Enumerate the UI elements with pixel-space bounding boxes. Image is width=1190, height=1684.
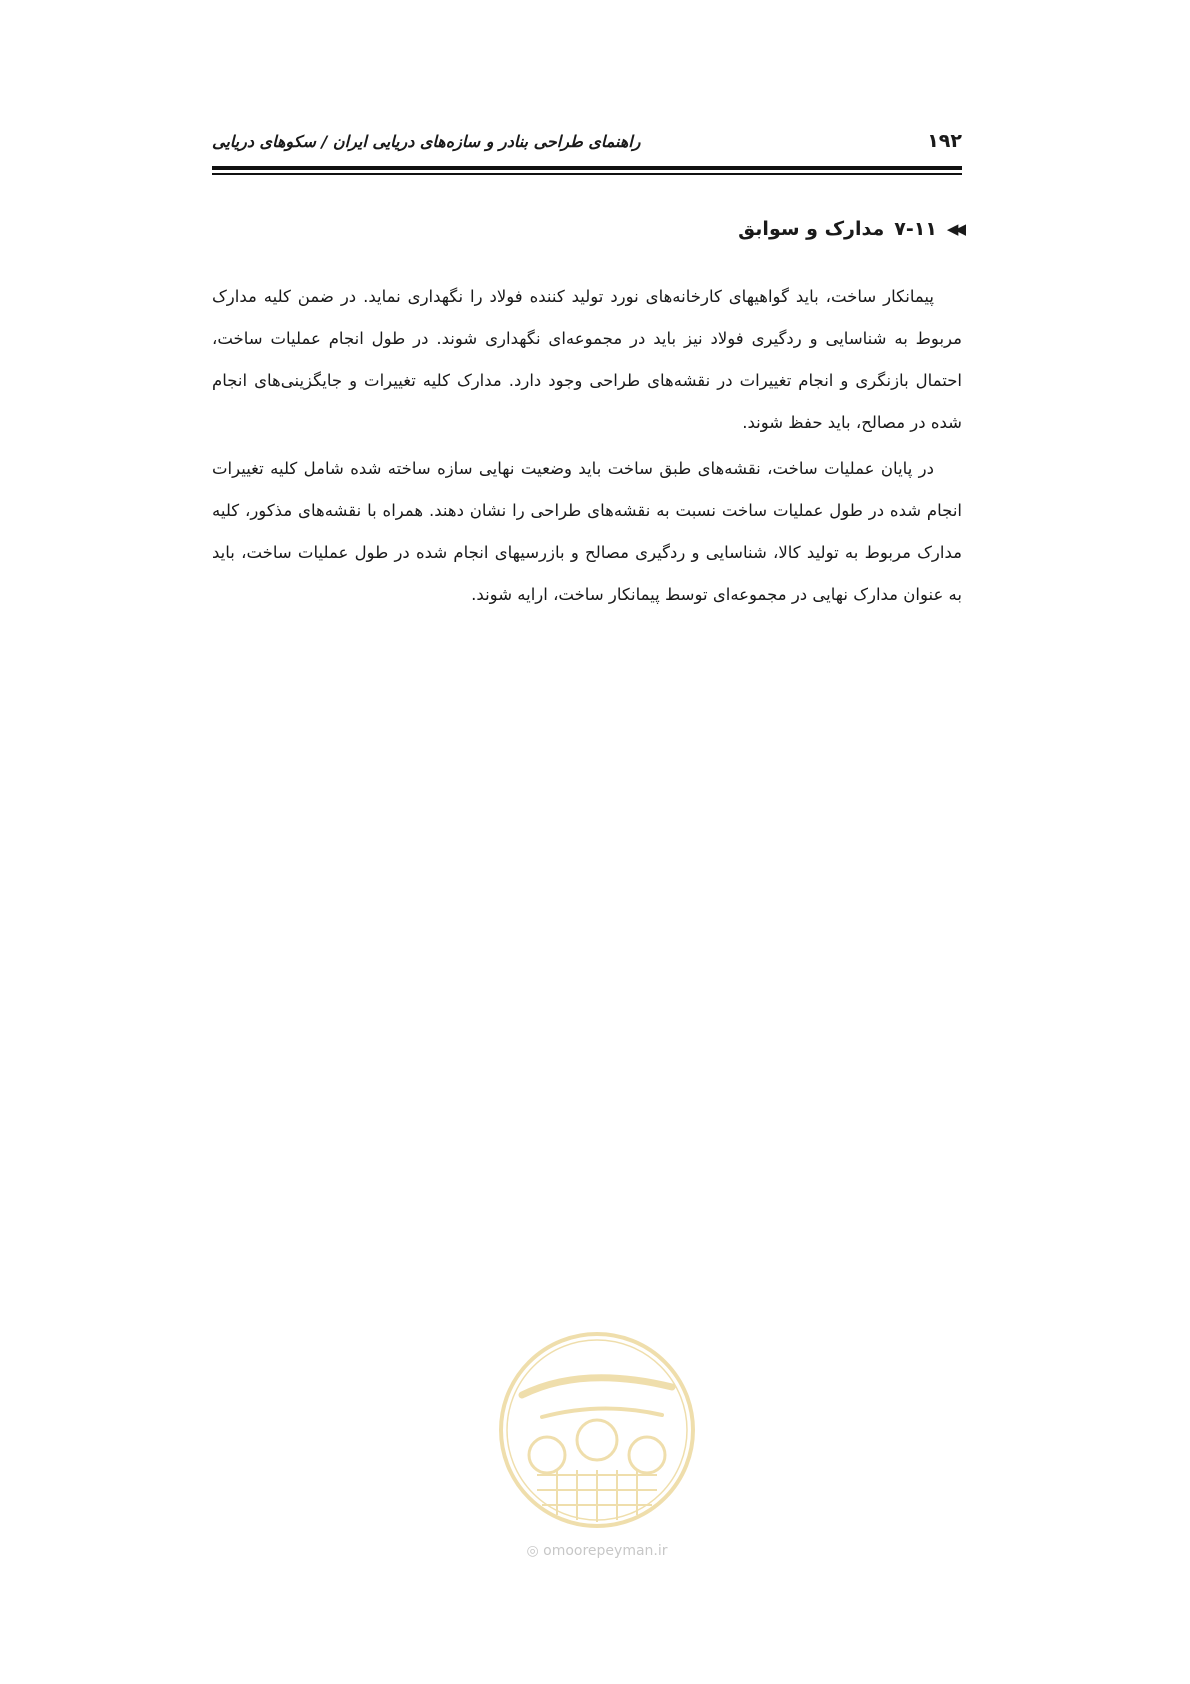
section-number: ۷-۱۱ [894, 218, 937, 240]
page-header [212, 128, 962, 164]
section-title: مدارک و سوابق [738, 218, 885, 240]
header-rule-thick [212, 166, 962, 170]
globe-icon: ◎ [526, 1543, 539, 1559]
paragraph: در پایان عملیات ساخت، نقشه‌های طبق ساخت باید وضعیت نهایی سازه ساخته شده شامل کلیه تغییرات انجام شده در طول عملیات ساخت نسبت به نقشه‌های طراحی را نشان دهند. همراه با نقشه‌های مذکور، کلیه مدارک مربوط به تولید کالا، شناسایی و ردگیری مصالح و بازرسیهای انجام شده در طول عملیات ساخت، باید به عنوان مدارک نهایی در مجموعه‌ای توسط پیمانکار ساخت، ارایه شوند. [212, 459, 962, 604]
watermark-url-text: omoorepeyman.ir [543, 1543, 668, 1559]
body-text [212, 276, 962, 620]
header-rule-thin [212, 173, 962, 175]
watermark-url [492, 1543, 702, 1559]
running-title: راهنمای طراحی بنادر و سازه‌های دریایی ایران / سکوهای دریایی [212, 132, 641, 151]
page-number: ۱۹۲ [927, 130, 962, 152]
section-heading [738, 218, 962, 240]
paragraph: پیمانکار ساخت، باید گواهیهای کارخانه‌های نورد تولید کننده فولاد را نگهداری نماید. در ضمن کلیه مدارک مربوط به شناسایی و ردگیری فولاد نیز باید در مجموعه‌ای نگهداری شوند. در طول انجام عملیات ساخت، احتمال بازنگری و انجام تغییرات در نقشه‌های طراحی وجود دارد. مدارک کلیه تغییرات و جایگزینی‌های انجام شده در مصالح، باید حفظ شوند. [212, 287, 962, 432]
double-triangle-bullet-icon: ◀◀ [946, 220, 962, 238]
watermark [492, 1325, 702, 1585]
watermark-logo-icon [492, 1325, 702, 1535]
